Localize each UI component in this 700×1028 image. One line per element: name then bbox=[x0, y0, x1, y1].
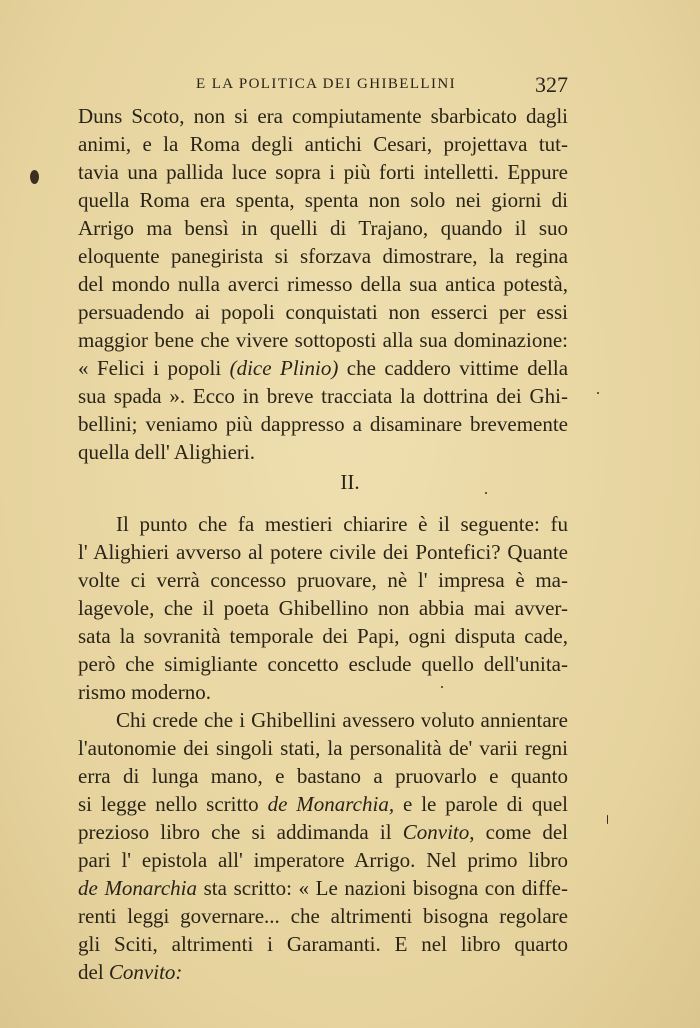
running-head bbox=[78, 72, 568, 102]
text-line: Il punto che fa mestieri chiarire è il seguente: fu bbox=[116, 512, 568, 536]
text-line: Duns Scoto, non si era compiutamente sbarbicato dagli bbox=[78, 104, 568, 128]
italic-text: (dice Plinio) bbox=[229, 356, 339, 380]
ink-speck bbox=[597, 392, 599, 394]
text-line: gli Sciti, altrimenti i Garamanti. E nel libro quarto bbox=[78, 932, 568, 956]
text-line: persuadendo ai popoli conquistati non esserci per essi bbox=[78, 300, 568, 324]
text-line: « Felici i popoli (dice Plinio) che caddero vittime della bbox=[78, 356, 569, 380]
text-line: si legge nello scritto de Monarchia, e le parole di quel bbox=[78, 792, 568, 816]
text-line: Arrigo ma bensì in quelli di Trajano, quando il suo bbox=[78, 216, 568, 240]
text-line: quella Roma era spenta, spenta non solo nei giorni di bbox=[78, 188, 568, 212]
text-line: lagevole, che il poeta Ghibellino non abbia mai avver- bbox=[78, 596, 568, 620]
text-line: l' Alighieri avverso al potere civile dei Pontefici? Quante bbox=[78, 540, 568, 564]
text-line: pari l' epistola all' imperatore Arrigo. Nel primo libro bbox=[78, 848, 568, 872]
italic-text: Convito: bbox=[108, 960, 183, 984]
text-line: rismo moderno. bbox=[78, 680, 211, 704]
text-line: erra di lunga mano, e bastano a pruovarlo e quanto bbox=[78, 764, 568, 788]
running-title: E LA POLITICA DEI GHIBELLINI bbox=[196, 76, 456, 92]
text-line: prezioso libro che si addimanda il Convito, come del bbox=[78, 820, 568, 844]
page-number: 327 bbox=[535, 72, 568, 97]
text-line: renti leggi governare... che altrimenti bisogna regolare bbox=[78, 904, 568, 928]
text-line: bellini; veniamo più dappresso a disaminare brevemente bbox=[78, 412, 568, 436]
text-line: maggior bene che vivere sottoposti alla sua dominazione: bbox=[78, 328, 568, 352]
text-line: tavia una pallida luce sopra i più forti intelletti. Eppure bbox=[78, 160, 568, 184]
ink-speck bbox=[607, 815, 608, 824]
italic-text: de Monarchia, bbox=[267, 792, 395, 816]
text-line: volte ci verrà concesso pruovare, nè l' impresa è ma- bbox=[78, 568, 568, 592]
text-line: animi, e la Roma degli antichi Cesari, projettava tut- bbox=[78, 132, 568, 156]
text-line: Chi crede che i Ghibellini avessero voluto annientare bbox=[116, 708, 568, 732]
text-line: sata la sovranità temporale dei Papi, ogni disputa cade, bbox=[78, 624, 568, 648]
text-line: eloquente panegirista si sforzava dimostrare, la regina bbox=[78, 244, 568, 268]
ink-blot bbox=[30, 170, 39, 184]
text-line: del mondo nulla averci rimesso della sua antica potestà, bbox=[78, 272, 568, 296]
text-line: l'autonomie dei singoli stati, la personalità de' varii regni bbox=[78, 736, 568, 760]
section-heading: II. bbox=[340, 470, 360, 494]
text-line: de Monarchia sta scritto: « Le nazioni bisogna con diffe- bbox=[78, 876, 569, 900]
italic-text: de Monarchia bbox=[78, 876, 197, 900]
text-line: però che simigliante concetto esclude quello dell'unita- bbox=[78, 652, 568, 676]
text-line: del Convito: bbox=[78, 960, 183, 984]
text-line: quella dell' Alighieri. bbox=[78, 440, 255, 464]
text-line: sua spada ». Ecco in breve tracciata la dottrina dei Ghi- bbox=[78, 384, 568, 408]
italic-text: Convito bbox=[402, 820, 470, 844]
